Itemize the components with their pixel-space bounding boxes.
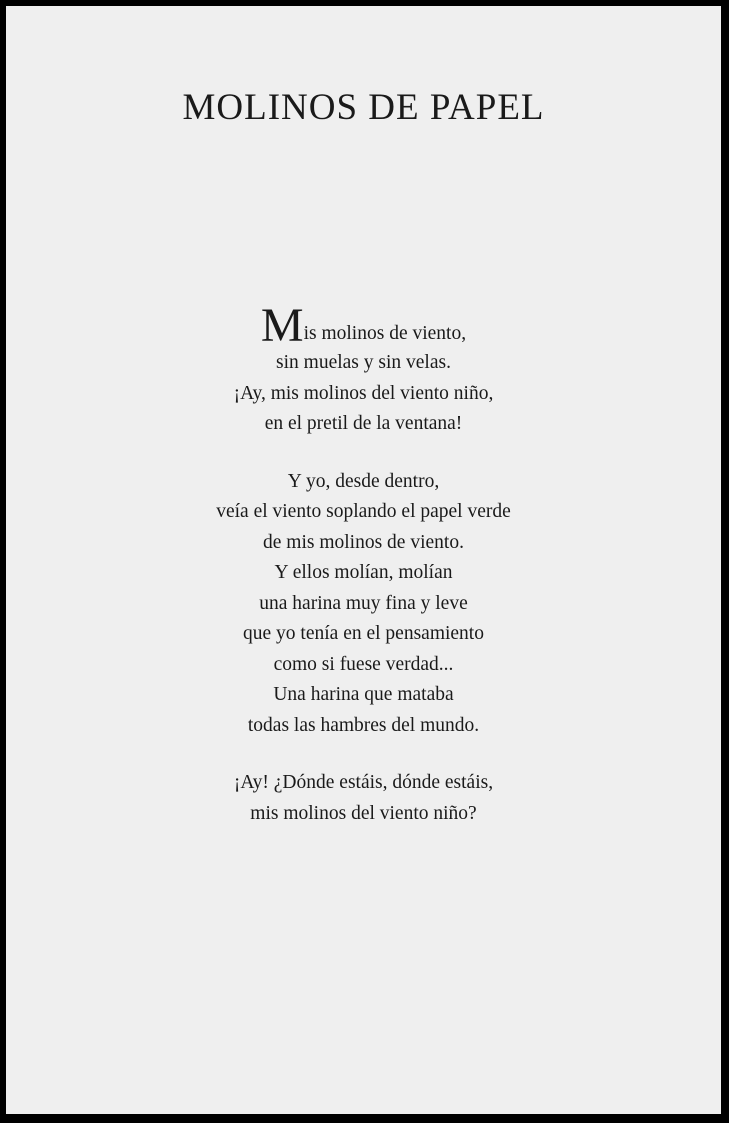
poem-line: en el pretil de la ventana! <box>264 413 463 434</box>
poem-line: Y yo, desde dentro, <box>287 470 440 492</box>
poem-line: que yo tenía en el pensamiento <box>243 623 484 644</box>
poem-line <box>6 299 721 352</box>
poem-line: todas las hambres del mundo. <box>247 714 480 736</box>
poem-line: Y ellos molían, molían <box>274 562 453 583</box>
poem <box>6 299 721 856</box>
poem-line: veía el viento soplando el papel verde <box>216 501 511 522</box>
poem-line: Una harina que mataba <box>273 684 454 705</box>
poem-line: ¡Ay! ¿Dónde estáis, dónde estáis, <box>233 772 494 793</box>
poem-line: como si fuese verdad... <box>273 653 454 675</box>
drop-cap: M <box>260 299 304 352</box>
poem-line: sin muelas y sin velas. <box>276 352 451 373</box>
poem-line: ¡Ay, mis molinos del viento niño, <box>233 382 494 404</box>
stanza-3 <box>6 768 721 829</box>
first-line-text: is molinos de viento, <box>303 323 467 344</box>
poem-line: una harina muy fina y leve <box>259 592 468 614</box>
page-title: MOLINOS DE PAPEL <box>182 87 545 128</box>
poem-line: mis molinos del viento niño? <box>250 802 477 824</box>
page <box>6 6 721 1114</box>
stanza-1 <box>6 299 721 440</box>
stanza-2 <box>6 467 721 742</box>
poem-line: de mis molinos de viento. <box>263 531 464 553</box>
